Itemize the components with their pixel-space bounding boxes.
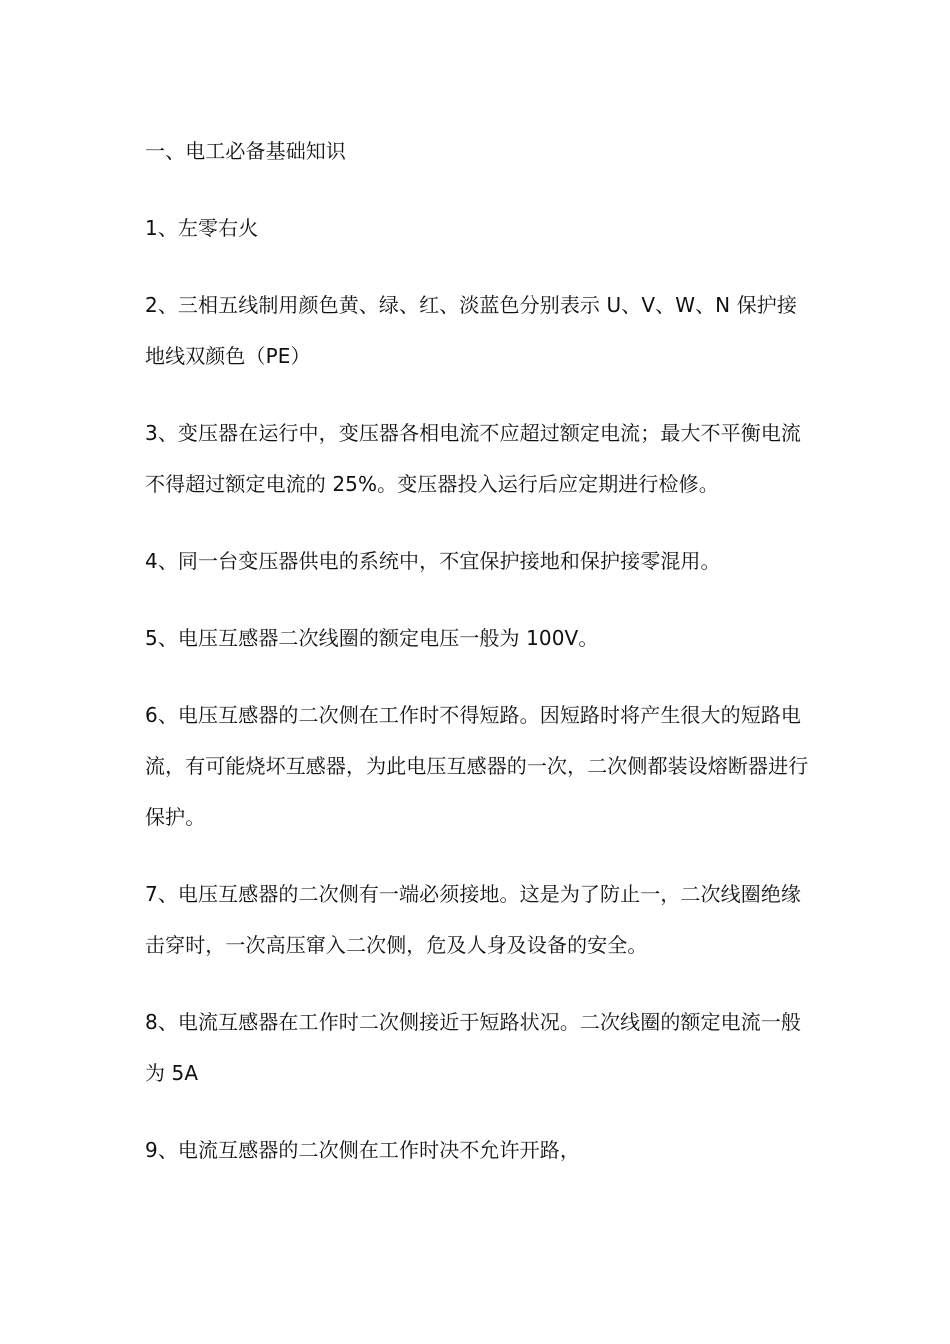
item-2: 2、三相五线制用颜色黄、绿、红、淡蓝色分别表示 U、V、W、N 保护接地线双颜色（PE） <box>145 293 797 368</box>
item-5: 5、电压互感器二次线圈的额定电压一般为 100V。 <box>145 626 599 650</box>
item-8: 8、电流互感器在工作时二次侧接近于短路状况。二次线圈的额定电流一般为 5A <box>145 1010 802 1085</box>
section-heading: 一、电工必备基础知识 <box>145 139 346 163</box>
item-6: 6、电压互感器的二次侧在工作时不得短路。因短路时将产生很大的短路电流，有可能烧坏互感器，为此电压互感器的一次，二次侧都装设熔断器进行保护。 <box>145 703 809 829</box>
item-1: 1、左零右火 <box>145 216 259 240</box>
item-7: 7、电压互感器的二次侧有一端必须接地。这是为了防止一，二次线圈绝缘击穿时，一次高压窜入二次侧，危及人身及设备的安全。 <box>145 882 802 957</box>
document-body <box>145 126 813 1202</box>
item-9: 9、电流互感器的二次侧在工作时决不允许开路， <box>145 1138 580 1162</box>
item-4: 4、同一台变压器供电的系统中，不宜保护接地和保护接零混用。 <box>145 549 721 573</box>
item-3: 3、变压器在运行中，变压器各相电流不应超过额定电流；最大不平衡电流不得超过额定电流的 25%。变压器投入运行后应定期进行检修。 <box>145 421 802 496</box>
